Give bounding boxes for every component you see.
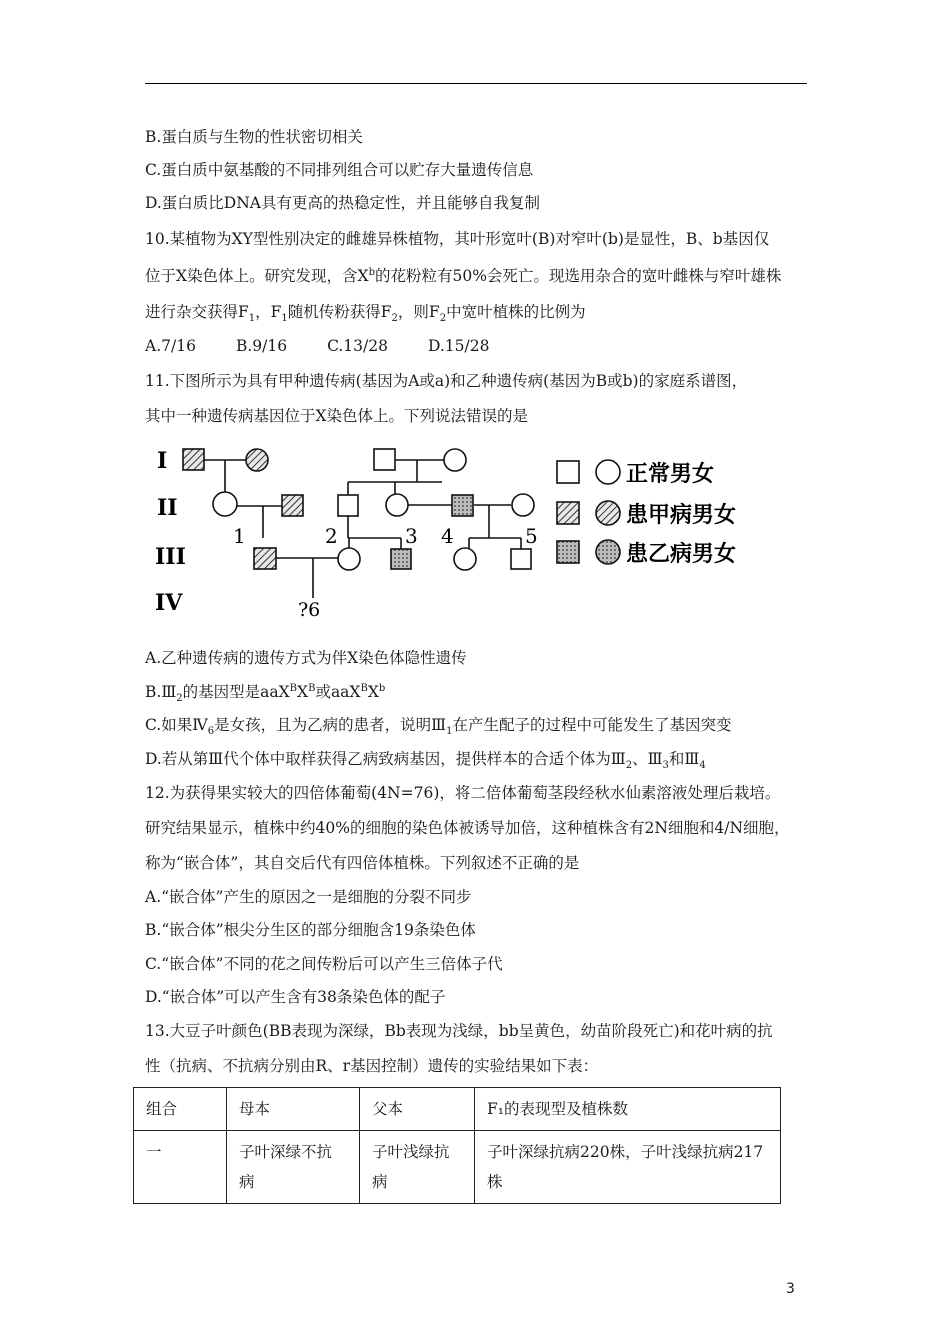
question-10-line-3: 进行杂交获得$F_1$，$F_1$随机传粉获得$F_2$，则$F_2$中宽叶植株的比例为	[145, 303, 586, 325]
I-4-normal-female	[444, 449, 466, 471]
table-header-cell: 组合	[134, 1088, 227, 1131]
III-5-normal-male	[511, 549, 531, 569]
option-c-q9: C.蛋白质中氨基酸的不同排列组合可以贮存大量遗传信息	[145, 161, 534, 179]
II-affected-male-a	[282, 495, 303, 516]
option-b-q11: $B.Ⅲ_2$的基因型是$aaX^BX^B$或$aaX^BX^b$	[145, 682, 386, 705]
table-header-cell: F₁的表现型及植株数	[475, 1088, 781, 1131]
I-3-normal-male	[374, 449, 395, 470]
III-2-normal-female	[338, 548, 360, 570]
question-12-line-1: 12.为获得果实较大的四倍体葡萄(4N=76)，将二倍体葡萄茎段经秋水仙素溶液处理后栽培。	[145, 784, 781, 802]
pedigree-figure	[145, 440, 741, 624]
I-2-affected-female	[246, 449, 268, 471]
legend-normal-female	[596, 460, 620, 484]
question-13-line-2: 性（抗病、不抗病分别由R、r基因控制）遗传的实验结果如下表：	[145, 1057, 599, 1075]
table-header-row	[134, 1088, 781, 1131]
option-d-q9: D.蛋白质比DNA具有更高的热稳定性，并且能够自我复制	[145, 194, 540, 212]
label-5: 5	[525, 524, 538, 548]
option-a-q12: A.“嵌合体”产生的原因之一是细胞的分裂不同步	[145, 888, 472, 906]
option-d-q11: D.若从第Ⅲ代个体中取样获得乙病致病基因，提供样本的合适个体为$Ⅲ_2$、$Ⅲ_3$和$Ⅲ_4$	[145, 750, 706, 772]
table-row	[134, 1131, 781, 1204]
experiment-table	[133, 1087, 781, 1204]
question-11-line-2: 其中一种遗传病基因位于X染色体上。下列说法错误的是	[145, 407, 529, 425]
page-number: 3	[786, 1281, 795, 1297]
legend-disease-b-female	[596, 540, 620, 564]
question-10-line-2: 位于X染色体上。研究发现，含$X^b$的花粉粒有50%会死亡。现选用杂合的宽叶雌株与窄叶雄株	[145, 266, 782, 285]
option-c: C.13/28	[327, 337, 388, 355]
legend-disease-b-label: 患乙病男女	[626, 542, 737, 567]
option-b-q9: B.蛋白质与生物的性状密切相关	[145, 128, 363, 146]
gen-label-II: II	[157, 495, 178, 521]
I-1-affected-male	[183, 449, 204, 470]
legend-disease-a-female	[596, 501, 620, 525]
label-2: 2	[325, 524, 338, 548]
option-a-q11: A.乙种遗传病的遗传方式为伴X染色体隐性遗传	[145, 649, 467, 667]
gen-label-III: III	[155, 544, 186, 570]
label-3: 3	[405, 524, 418, 548]
question-12-line-2: 研究结果显示，植株中约40%的细胞的染色体被诱导加倍，这种植株含有2N细胞和4/N细胞，	[145, 819, 790, 837]
question-10-line-1: 10.某植物为XY型性别决定的雌雄异株植物，其叶形宽叶(B)对窄叶(b)是显性，B、b基因仅	[145, 230, 770, 248]
label-4: 4	[441, 524, 454, 548]
option-d: D.15/28	[427, 337, 490, 355]
option-d-q12: D.“嵌合体”可以产生含有38条染色体的配子	[145, 988, 446, 1006]
III-1-affected-male	[254, 548, 276, 569]
III-4-normal-female	[454, 548, 476, 570]
legend-disease-a-male	[557, 502, 579, 524]
pedigree-lines	[204, 460, 521, 598]
question-13-line-1: 13.大豆子叶颜色(BB表现为深绿，Bb表现为浅绿，bb呈黄色，幼苗阶段死亡)和花叶病的抗	[145, 1022, 773, 1040]
option-c-q12: C.“嵌合体”不同的花之间传粉后可以产生三倍体子代	[145, 955, 503, 973]
table-cell: 子叶深绿抗病220株，子叶浅绿抗病217株	[475, 1131, 781, 1204]
table-cell: 一	[134, 1131, 227, 1204]
gen-label-IV: IV	[155, 590, 183, 616]
table-header-cell: 母本	[227, 1088, 360, 1131]
II-normal-male	[338, 495, 358, 516]
legend-disease-a-label: 患甲病男女	[626, 503, 737, 528]
legend-normal-label: 正常男女	[626, 462, 715, 487]
legend-disease-b-male	[557, 541, 579, 563]
II-normal-female-left	[213, 492, 237, 516]
header-rule	[145, 83, 807, 84]
label-6: ?6	[298, 599, 321, 621]
option-c-q11: C.如果$Ⅳ_6$是女孩，且为乙病的患者，说明$Ⅲ_1$在产生配子的过程中可能发生了基因突变	[145, 716, 732, 738]
table-header-cell: 父本	[360, 1088, 475, 1131]
II-normal-female-right	[512, 494, 534, 516]
gen-label-I: I	[157, 448, 168, 474]
option-b: B.9/16	[235, 337, 288, 355]
legend-normal-male	[557, 461, 579, 483]
II-affected-male-b	[452, 495, 473, 516]
label-1: 1	[233, 524, 246, 548]
question-11-line-1: 11.下图所示为具有甲种遗传病(基因为A或a)和乙种遗传病(基因为B或b)的家庭系谱图，	[145, 372, 748, 390]
II-normal-female	[386, 494, 408, 516]
option-a: A.7/16	[145, 337, 196, 355]
option-b-q12: B.“嵌合体”根尖分生区的部分细胞含19条染色体	[145, 921, 476, 939]
question-10-options	[145, 336, 529, 356]
question-12-line-3: 称为“嵌合体”，其自交后代有四倍体植株。下列叙述不正确的是	[145, 854, 580, 872]
table-cell: 子叶浅绿抗病	[360, 1131, 475, 1204]
III-3-affected-male	[391, 549, 411, 569]
table-cell: 子叶深绿不抗病	[227, 1131, 360, 1204]
